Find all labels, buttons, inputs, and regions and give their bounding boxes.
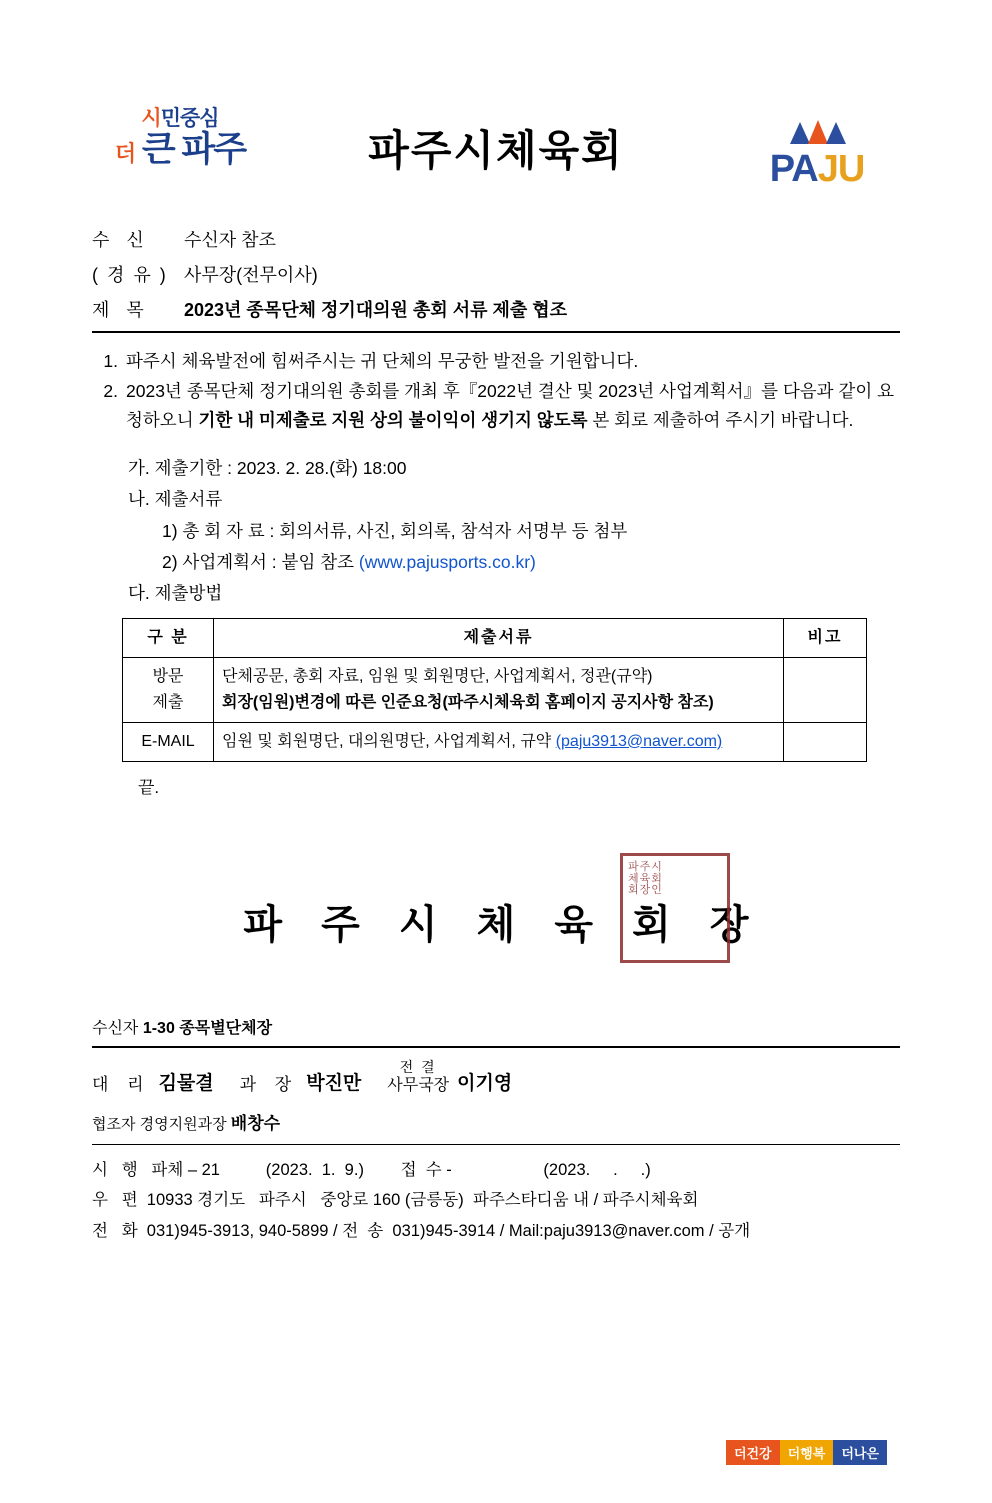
- body-item-2: [92, 377, 900, 434]
- cooperator-label: 협조자 경영지원과장: [92, 1115, 227, 1133]
- via-label: ( 경 유 ): [92, 265, 168, 285]
- via-value: 사무장(전무이사): [184, 265, 318, 285]
- table-row-1-division-line1: 방문: [152, 667, 184, 685]
- footer-line-1: 시 행 파체 – 21 (2023. 1. 9.) 접 수 - (2023. . .): [92, 1160, 651, 1179]
- stamp-line-2: 체육회: [628, 871, 663, 885]
- official-seal-stamp: [620, 853, 730, 963]
- submission-table: [122, 618, 867, 762]
- sub-item-meeting-materials: 1) 총 회 자 료 : 회의서류, 사진, 회의록, 참석자 서명부 등 첨부: [162, 520, 628, 541]
- approval-role-2: 과 장: [239, 1074, 299, 1094]
- meta-row-subject: [92, 296, 900, 322]
- sub-item-documents: 나. 제출서류: [128, 489, 223, 510]
- table-header-note: 비고: [784, 618, 867, 657]
- cooperator-name: 배창수: [230, 1113, 281, 1133]
- approval-final-role: 사무국장: [387, 1076, 450, 1094]
- approval-final-stack: [387, 1058, 449, 1095]
- approval-role-1: 대 리: [92, 1074, 151, 1094]
- pajusports-website-link[interactable]: (www.pajusports.co.kr): [358, 552, 536, 573]
- header-divider: [92, 331, 900, 333]
- table-row: [123, 657, 867, 722]
- recipient-label: 수 신: [92, 230, 150, 250]
- logo-left-line1: 민중심: [160, 107, 219, 130]
- end-mark: 끝.: [138, 777, 160, 797]
- table-row-1-note: [784, 657, 867, 722]
- subject-value: 2023년 종목단체 정기대의원 총회 서류 제출 협조: [184, 300, 568, 320]
- stamp-line-3: 회장인: [628, 883, 663, 897]
- sub-item-business-plan-label: 2) 사업계획서 : 붙임 참조: [162, 552, 359, 573]
- approval-line: [92, 1058, 900, 1095]
- logo-left-line2: 큰 파주: [141, 130, 246, 170]
- logo-right-pa: PA: [769, 148, 818, 190]
- approval-name-1: 김물결: [158, 1072, 214, 1094]
- body-sub-list: [92, 454, 900, 608]
- recipients-line: [92, 1015, 900, 1038]
- logo-left-small: 더: [114, 141, 135, 167]
- table-row-2-doc-line1: 임원 및 회원명단, 대의원명단, 사업계획서, 규약: [222, 732, 556, 750]
- email-link[interactable]: (paju3913@naver.com): [555, 732, 723, 750]
- table-row-2-note: [784, 722, 867, 761]
- crown-icon: [752, 118, 882, 150]
- footer-line-2: 우 편 10933 경기도 파주시 중앙로 160 (금릉동) 파주스타디움 내 / 파주시체육회: [92, 1191, 699, 1210]
- table-row-1-division-line2: 제출: [152, 693, 184, 711]
- body-item-1-text: 파주시 체육발전에 힘써주시는 귀 단체의 무궁한 발전을 기원합니다.: [126, 351, 639, 371]
- approval-final-top: 전 결: [399, 1059, 437, 1076]
- meta-row-recipient: [92, 226, 900, 252]
- body-item-1-number: 1.: [103, 351, 118, 371]
- table-header-division: 구 분: [123, 618, 214, 657]
- meta-row-via: [92, 261, 900, 287]
- table-row-1-division: [123, 657, 214, 722]
- footer-line-3: 전 화 031)945-3913, 940-5899 / 전 송 031)945-3914 / Mail:paju3913@naver.com / 공개: [92, 1221, 751, 1240]
- logo-right-ju: JU: [817, 148, 865, 190]
- body-item-1: [92, 347, 900, 375]
- body-item-2-text: [126, 377, 900, 434]
- paju-brand-logo: [752, 118, 882, 188]
- table-header-documents: 제출서류: [214, 618, 784, 657]
- body-item-2-part2: 본 회로 제출하여 주시기 바랍니다.: [587, 409, 854, 430]
- badge-better: 더나은: [833, 1440, 887, 1465]
- table-row: [123, 722, 867, 761]
- stamp-line-1: 파주시: [628, 860, 663, 874]
- body-item-2-part1: 2023년 종목단체 정기대의원 총회를 개최 후『2022년 결산 및 2023년 사업계획서』를 다음과 같이 요청하오니: [126, 381, 894, 430]
- table-row-1-doc-line1: 단체공문, 총회 자료, 임원 및 회원명단, 사업계획서, 정관(규약): [222, 667, 653, 685]
- sub-item-business-plan: [162, 548, 900, 576]
- approval-final-name: 이기영: [457, 1072, 513, 1094]
- document-meta: [92, 226, 900, 322]
- table-row-1-doc-line2: 회장(임원)변경에 따른 인준요청(파주시체육회 홈페이지 공지사항 참조): [222, 693, 714, 711]
- recipients-value: 1-30 종목별단체장: [142, 1020, 273, 1038]
- table-row-1-documents: [214, 657, 784, 722]
- cooperator-line: [92, 1109, 900, 1134]
- badge-happiness: 더행복: [780, 1440, 834, 1465]
- logo-left-accent: 시: [141, 107, 161, 130]
- recipients-label: 수신자: [92, 1020, 139, 1038]
- document-page: [0, 100, 992, 1503]
- recipients-divider: [92, 1046, 900, 1048]
- signature-title: 파 주 시 체 육 회 장: [243, 903, 763, 948]
- table-row-2-documents: [214, 722, 784, 761]
- recipient-value: 수신자 참조: [184, 230, 276, 250]
- table-row-2-division: E-MAIL: [123, 722, 214, 761]
- signature-area: [0, 860, 992, 1003]
- footer-divider: [92, 1144, 900, 1145]
- document-body: [92, 347, 900, 801]
- approval-name-2: 박진만: [306, 1072, 362, 1094]
- table-header-row: [123, 618, 867, 657]
- slogan-badges: [726, 1440, 887, 1465]
- body-item-2-number: 2.: [103, 381, 118, 402]
- subject-label: 제 목: [92, 300, 150, 320]
- document-header: [0, 100, 992, 210]
- sub-item-deadline: 가. 제출기한 : 2023. 2. 28.(화) 18:00: [128, 458, 407, 479]
- sub-item-submission-method: 다. 제출방법: [128, 583, 223, 604]
- footer-info: [92, 1155, 900, 1247]
- body-item-2-bold: 기한 내 미제출로 지원 상의 불이익이 생기지 않도록: [198, 409, 588, 430]
- page-title: 파주시체육회: [368, 127, 624, 174]
- badge-health: 더건강: [726, 1440, 780, 1465]
